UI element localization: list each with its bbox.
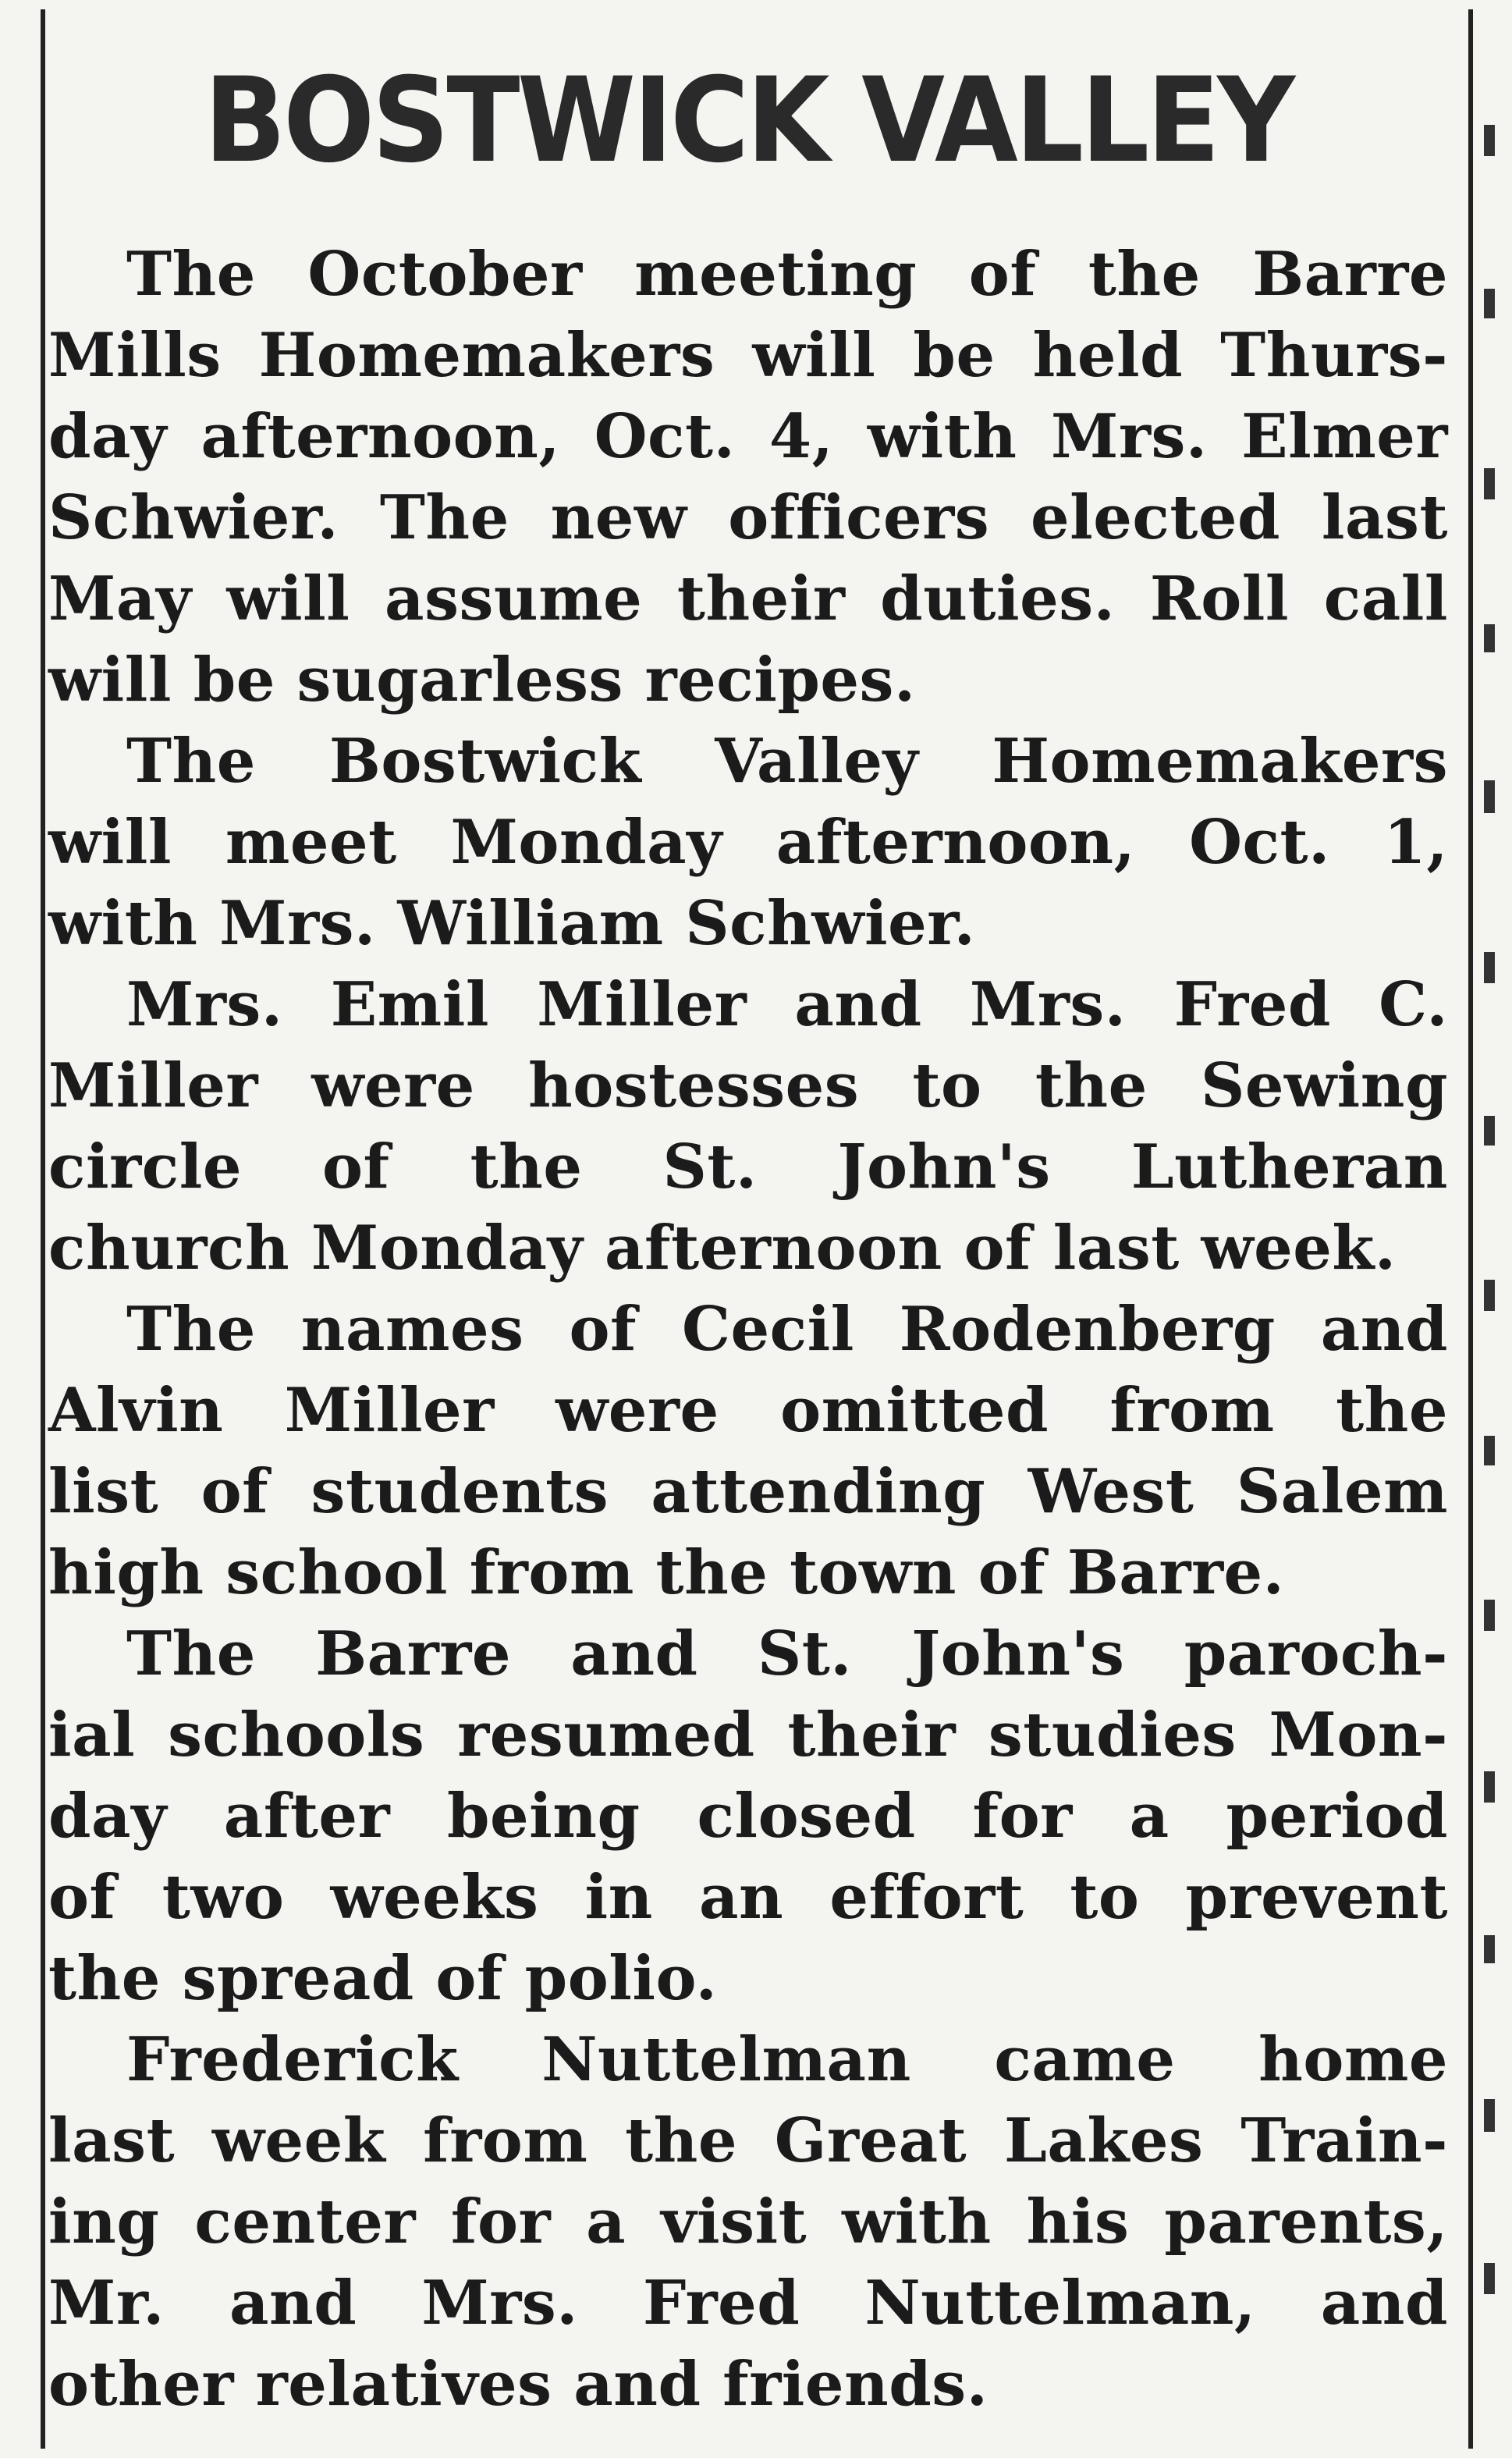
article-paragraph — [48, 721, 1448, 964]
paragraph-line: of two weeks in an effort to prevent — [48, 1862, 1448, 1933]
article-paragraph — [48, 1614, 1448, 2019]
paragraph-line: high school from the town of Barre. — [48, 1537, 1285, 1608]
paragraph-line: Alvin Miller were omitted from the — [48, 1375, 1448, 1446]
paragraph-line: Miller were hostesses to the Sewing — [48, 1050, 1448, 1121]
paragraph-line: The names of Cecil Rodenberg and — [126, 1294, 1448, 1365]
article-paragraph — [48, 234, 1448, 721]
paragraph-line: ial schools resumed their studies Mon- — [48, 1700, 1448, 1771]
paragraph-line: day afternoon, Oct. 4, with Mrs. Elmer — [48, 401, 1448, 472]
paragraph-line: ing center for a visit with his parents, — [48, 2186, 1448, 2257]
paragraph-line: will be sugarless recipes. — [48, 645, 916, 716]
right-column-rule — [1468, 9, 1473, 2449]
adjacent-column-fragments — [1479, 31, 1510, 2435]
paragraph-line: The Bostwick Valley Homemakers — [126, 726, 1448, 797]
paragraph-line: Mills Homemakers will be held Thurs- — [48, 320, 1448, 391]
article-body — [48, 234, 1448, 2425]
paragraph-line: church Monday afternoon of last week. — [48, 1213, 1397, 1284]
paragraph-line: Mrs. Emil Miller and Mrs. Fred C. — [126, 969, 1448, 1040]
paragraph-line: The October meeting of the Barre — [126, 239, 1448, 310]
paragraph-line: circle of the St. John's Lutheran — [48, 1131, 1448, 1202]
paragraph-line: Mr. and Mrs. Fred Nuttelman, and — [48, 2268, 1448, 2339]
paragraph-line: The Barre and St. John's paroch- — [126, 1618, 1448, 1689]
paragraph-line: will meet Monday afternoon, Oct. 1, — [48, 807, 1448, 878]
paragraph-line: list of students attending West Salem — [48, 1456, 1448, 1527]
paragraph-line: last week from the Great Lakes Train- — [48, 2105, 1448, 2176]
paragraph-line: Frederick Nuttelman came home — [126, 2024, 1448, 2095]
article-paragraph — [48, 2019, 1448, 2425]
paragraph-line: May will assume their duties. Roll call — [48, 563, 1448, 634]
paragraph-line: Schwier. The new officers elected last — [48, 482, 1448, 553]
headline: BOSTWICK VALLEY — [204, 53, 1293, 189]
left-column-rule — [41, 9, 45, 2449]
paragraph-line: day after being closed for a period — [48, 1781, 1448, 1852]
paragraph-line: other relatives and friends. — [48, 2349, 988, 2420]
paragraph-line: the spread of polio. — [48, 1943, 718, 2014]
article-paragraph — [48, 964, 1448, 1289]
paragraph-line: with Mrs. William Schwier. — [48, 888, 976, 959]
article-paragraph — [48, 1289, 1448, 1614]
article-column — [48, 55, 1448, 2425]
